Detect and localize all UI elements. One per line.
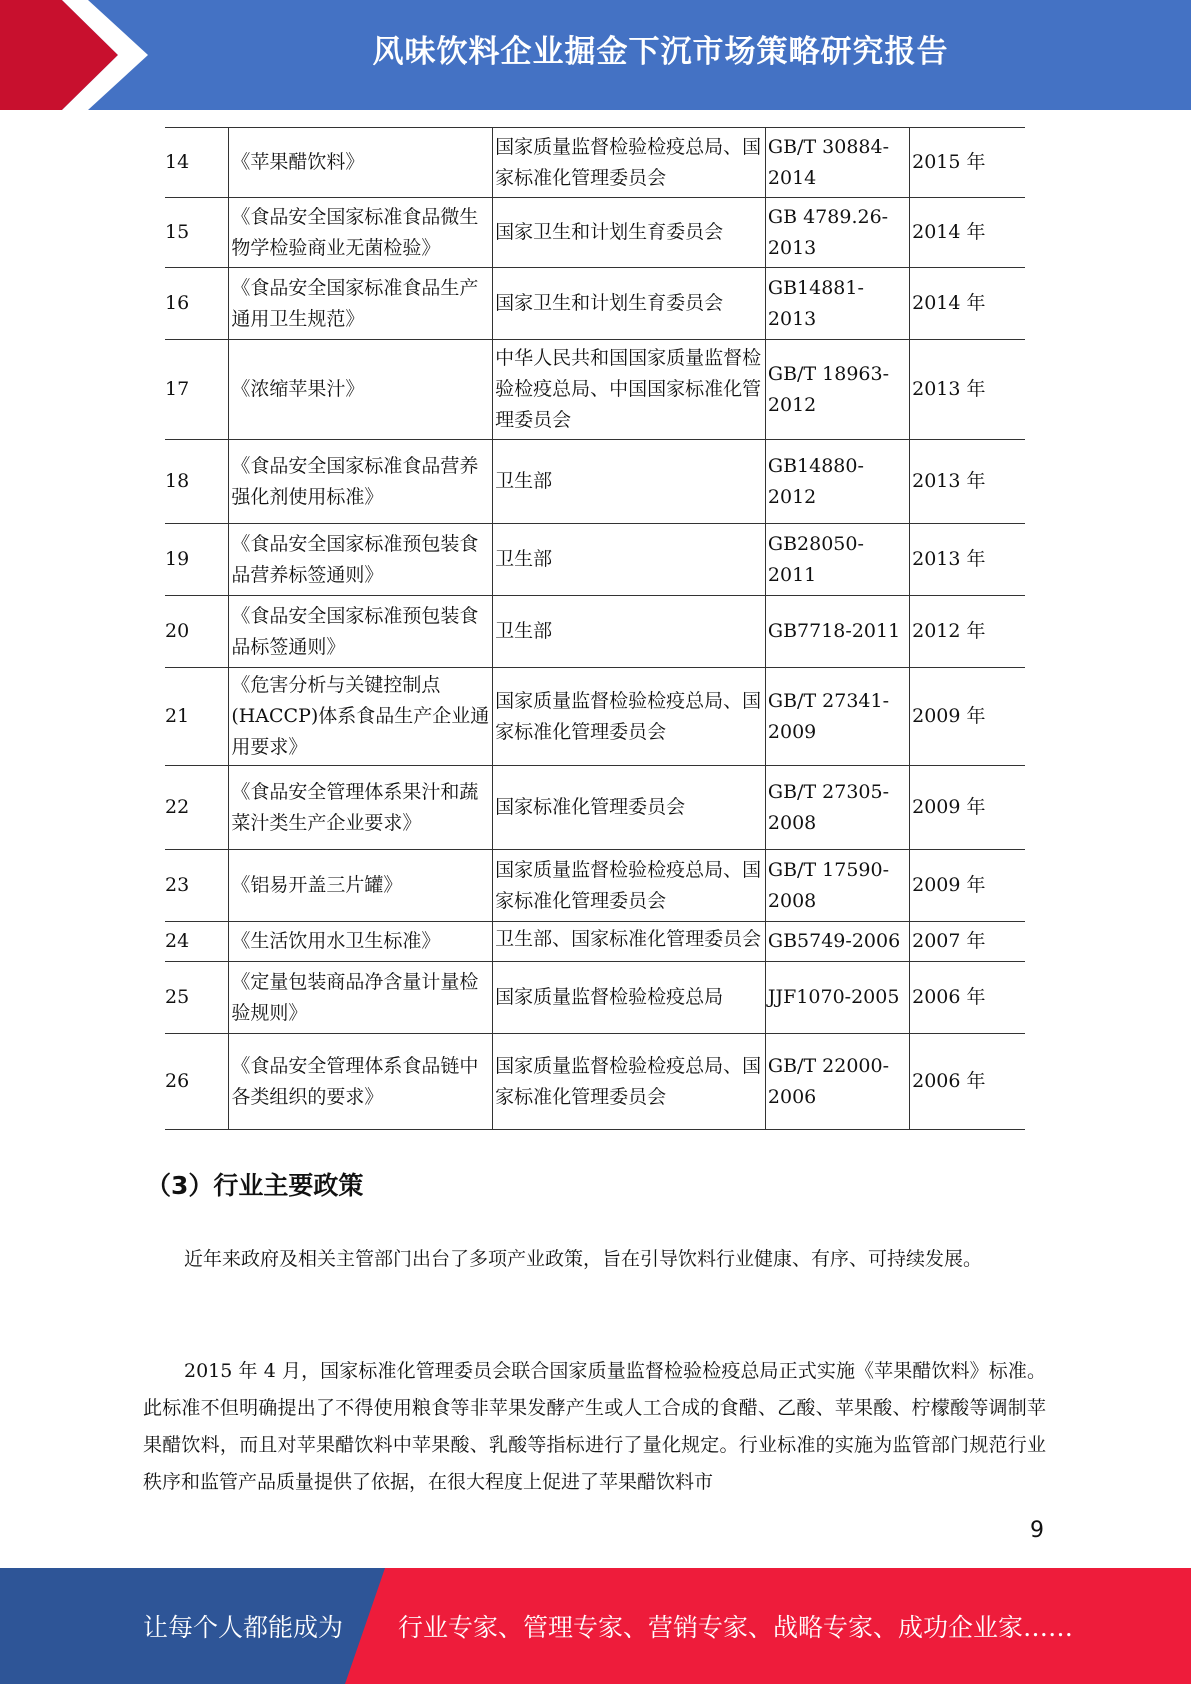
table-row (165, 766, 1025, 850)
standard-name-text: 《浓缩苹果汁》 (231, 378, 365, 400)
issuing-department-text: 卫生部 (495, 548, 553, 570)
footer-slogan-left: 让每个人都能成为 (143, 1613, 344, 1642)
table-row (165, 668, 1025, 766)
standard-name-text: 《食品安全国家标准预包装食品营养标签通则》 (231, 532, 479, 586)
effective-year (910, 440, 1025, 524)
row-number (165, 1034, 229, 1130)
row-number (165, 668, 229, 766)
table-row (165, 524, 1025, 596)
table-row (165, 596, 1025, 668)
row-number (165, 440, 229, 524)
effective-year (910, 668, 1025, 766)
standard-code (765, 596, 909, 668)
table-row (165, 268, 1025, 340)
row-number (165, 766, 229, 850)
effective-year (910, 1034, 1025, 1130)
row-number-text: 25 (165, 986, 190, 1008)
row-number-text: 24 (165, 930, 190, 952)
row-number (165, 268, 229, 340)
issuing-department-text: 中华人民共和国国家质量监督检验检疫总局、中国国家标准化管理委员会 (495, 347, 762, 431)
issuing-department-text: 国家质量监督检验检疫总局、国家标准化管理委员会 (495, 689, 762, 743)
standard-name (229, 1034, 493, 1130)
standard-name-text: 《苹果醋饮料》 (231, 151, 365, 173)
row-number-text: 15 (165, 221, 190, 243)
standard-name-text: 《食品安全管理体系食品链中各类组织的要求》 (231, 1054, 479, 1108)
effective-year-text: 2012 年 (912, 620, 986, 642)
effective-year-text: 2006 年 (912, 1070, 986, 1092)
table-row (165, 340, 1025, 440)
row-number-text: 23 (165, 874, 190, 896)
standard-code (765, 766, 909, 850)
standard-code (765, 668, 909, 766)
row-number-text: 21 (165, 705, 190, 727)
effective-year (910, 128, 1025, 198)
issuing-department (493, 268, 766, 340)
effective-year-text: 2007 年 (912, 930, 986, 952)
paragraph-intro: 近年来政府及相关主管部门出台了多项产业政策，旨在引导饮料行业健康、有序、可持续发展。 (184, 1248, 983, 1270)
row-number (165, 962, 229, 1034)
table-row (165, 440, 1025, 524)
header-arrow-decoration (0, 0, 190, 110)
standard-name-text: 《生活饮用水卫生标准》 (231, 930, 441, 952)
issuing-department (493, 1034, 766, 1130)
issuing-department (493, 128, 766, 198)
issuing-department-text: 国家标准化管理委员会 (495, 796, 686, 818)
standard-name (229, 962, 493, 1034)
effective-year-text: 2013 年 (912, 378, 986, 400)
standard-name-text: 《食品安全国家标准食品生产通用卫生规范》 (231, 276, 479, 330)
row-number-text: 22 (165, 796, 190, 818)
effective-year-text: 2014 年 (912, 292, 986, 314)
standard-code (765, 922, 909, 962)
row-number (165, 524, 229, 596)
effective-year (910, 850, 1025, 922)
standard-code-text: JJF1070-2005 (767, 986, 900, 1008)
issuing-department-text: 卫生部 (495, 620, 553, 642)
issuing-department-text: 国家卫生和计划生育委员会 (495, 221, 724, 243)
standard-code-text: GB 4789.26-2013 (767, 205, 889, 259)
standard-code-text: GB7718-2011 (767, 620, 901, 642)
issuing-department (493, 596, 766, 668)
table-row (165, 128, 1025, 198)
effective-year (910, 524, 1025, 596)
issuing-department-text: 国家质量监督检验检疫总局 (495, 986, 724, 1008)
standard-code (765, 340, 909, 440)
standard-name (229, 198, 493, 268)
effective-year (910, 340, 1025, 440)
standard-code-text: GB/T 17590-2008 (767, 858, 890, 912)
standard-code-text: GB5749-2006 (767, 930, 901, 952)
standard-code (765, 850, 909, 922)
row-number (165, 340, 229, 440)
standards-table (165, 127, 1025, 1130)
table-row (165, 1034, 1025, 1130)
standard-name-text: 《食品安全管理体系果汁和蔬菜汁类生产企业要求》 (231, 780, 479, 834)
standard-code (765, 128, 909, 198)
standard-name-text: 《危害分析与关键控制点(HACCP)体系食品生产企业通用要求》 (231, 674, 490, 758)
footer-slogan-right: 行业专家、管理专家、营销专家、战略专家、成功企业家…… (398, 1613, 1074, 1642)
effective-year-text: 2013 年 (912, 548, 986, 570)
standard-name (229, 340, 493, 440)
standard-name-text: 《食品安全国家标准食品微生物学检验商业无菌检验》 (231, 205, 479, 259)
issuing-department (493, 668, 766, 766)
standard-code-text: GB/T 27341-2009 (767, 689, 890, 743)
issuing-department-text: 卫生部 (495, 470, 553, 492)
issuing-department (493, 524, 766, 596)
table-row (165, 850, 1025, 922)
standard-code (765, 524, 909, 596)
standard-name (229, 524, 493, 596)
table-row (165, 922, 1025, 962)
standard-name (229, 268, 493, 340)
table-row (165, 198, 1025, 268)
row-number-text: 14 (165, 151, 190, 173)
standard-code (765, 440, 909, 524)
standard-name (229, 128, 493, 198)
standard-name (229, 922, 493, 962)
report-title: 风味饮料企业掘金下沉市场策略研究报告 (372, 34, 949, 70)
issuing-department (493, 962, 766, 1034)
row-number-text: 17 (165, 378, 190, 400)
standard-code-text: GB/T 30884-2014 (767, 135, 890, 189)
row-number-text: 19 (165, 548, 190, 570)
page-number: 9 (1030, 1518, 1044, 1543)
row-number (165, 128, 229, 198)
effective-year (910, 198, 1025, 268)
effective-year-text: 2009 年 (912, 705, 986, 727)
effective-year-text: 2006 年 (912, 986, 986, 1008)
standard-code-text: GB/T 18963-2012 (767, 362, 890, 416)
issuing-department (493, 766, 766, 850)
effective-year-text: 2013 年 (912, 470, 986, 492)
standard-code (765, 962, 909, 1034)
effective-year-text: 2009 年 (912, 874, 986, 896)
effective-year (910, 268, 1025, 340)
issuing-department (493, 440, 766, 524)
section-heading: （3）行业主要政策 (146, 1171, 364, 1200)
row-number-text: 18 (165, 470, 190, 492)
table-row (165, 962, 1025, 1034)
issuing-department-text: 国家卫生和计划生育委员会 (495, 292, 724, 314)
effective-year-text: 2009 年 (912, 796, 986, 818)
effective-year (910, 766, 1025, 850)
issuing-department (493, 340, 766, 440)
standard-code-text: GB14880-2012 (767, 454, 864, 508)
standard-code-text: GB/T 22000-2006 (767, 1054, 890, 1108)
standard-name (229, 668, 493, 766)
standard-code-text: GB28050-2011 (767, 532, 864, 586)
effective-year (910, 962, 1025, 1034)
effective-year-text: 2014 年 (912, 221, 986, 243)
issuing-department (493, 850, 766, 922)
row-number-text: 26 (165, 1070, 190, 1092)
issuing-department (493, 198, 766, 268)
standard-name-text: 《食品安全国家标准食品营养强化剂使用标准》 (231, 454, 479, 508)
standard-name-text: 《食品安全国家标准预包装食品标签通则》 (231, 604, 479, 658)
standard-code-text: GB/T 27305-2008 (767, 780, 890, 834)
effective-year-text: 2015 年 (912, 151, 986, 173)
issuing-department-text: 国家质量监督检验检疫总局、国家标准化管理委员会 (495, 135, 762, 189)
standard-name (229, 440, 493, 524)
standard-name (229, 850, 493, 922)
standard-code-text: GB14881-2013 (767, 276, 864, 330)
row-number (165, 596, 229, 668)
standard-code (765, 268, 909, 340)
issuing-department-text: 卫生部、国家标准化管理委员会 (495, 927, 762, 950)
standard-name-text: 《定量包装商品净含量计量检验规则》 (231, 970, 479, 1024)
effective-year (910, 596, 1025, 668)
standard-code (765, 1034, 909, 1130)
row-number-text: 20 (165, 620, 190, 642)
issuing-department-text: 国家质量监督检验检疫总局、国家标准化管理委员会 (495, 1054, 762, 1108)
row-number (165, 198, 229, 268)
row-number (165, 922, 229, 962)
page-header (0, 0, 1191, 110)
page-footer (0, 1568, 1191, 1684)
row-number (165, 850, 229, 922)
standard-name (229, 596, 493, 668)
standard-name (229, 766, 493, 850)
standard-code (765, 198, 909, 268)
issuing-department (493, 922, 766, 962)
paragraph-apple-vinegar-standard: 2015 年 4 月，国家标准化管理委员会联合国家质量监督检验检疫总局正式实施《苹果醋饮料》标准。此标准不但明确提出了不得使用粮食等非苹果发酵产生或人工合成的食醋、乙酸、苹果酸、柠檬酸等调制苹果醋饮料，而且对苹果醋饮料中苹果酸、乳酸等指标进行了量化规定。行业标准的实施为监管部门规范行业秩序和监管产品质量提供了依据，在很大程度上促进了苹果醋饮料市 (143, 1360, 1046, 1493)
row-number-text: 16 (165, 292, 190, 314)
effective-year (910, 922, 1025, 962)
standard-name-text: 《铝易开盖三片罐》 (231, 874, 403, 896)
issuing-department-text: 国家质量监督检验检疫总局、国家标准化管理委员会 (495, 858, 762, 912)
